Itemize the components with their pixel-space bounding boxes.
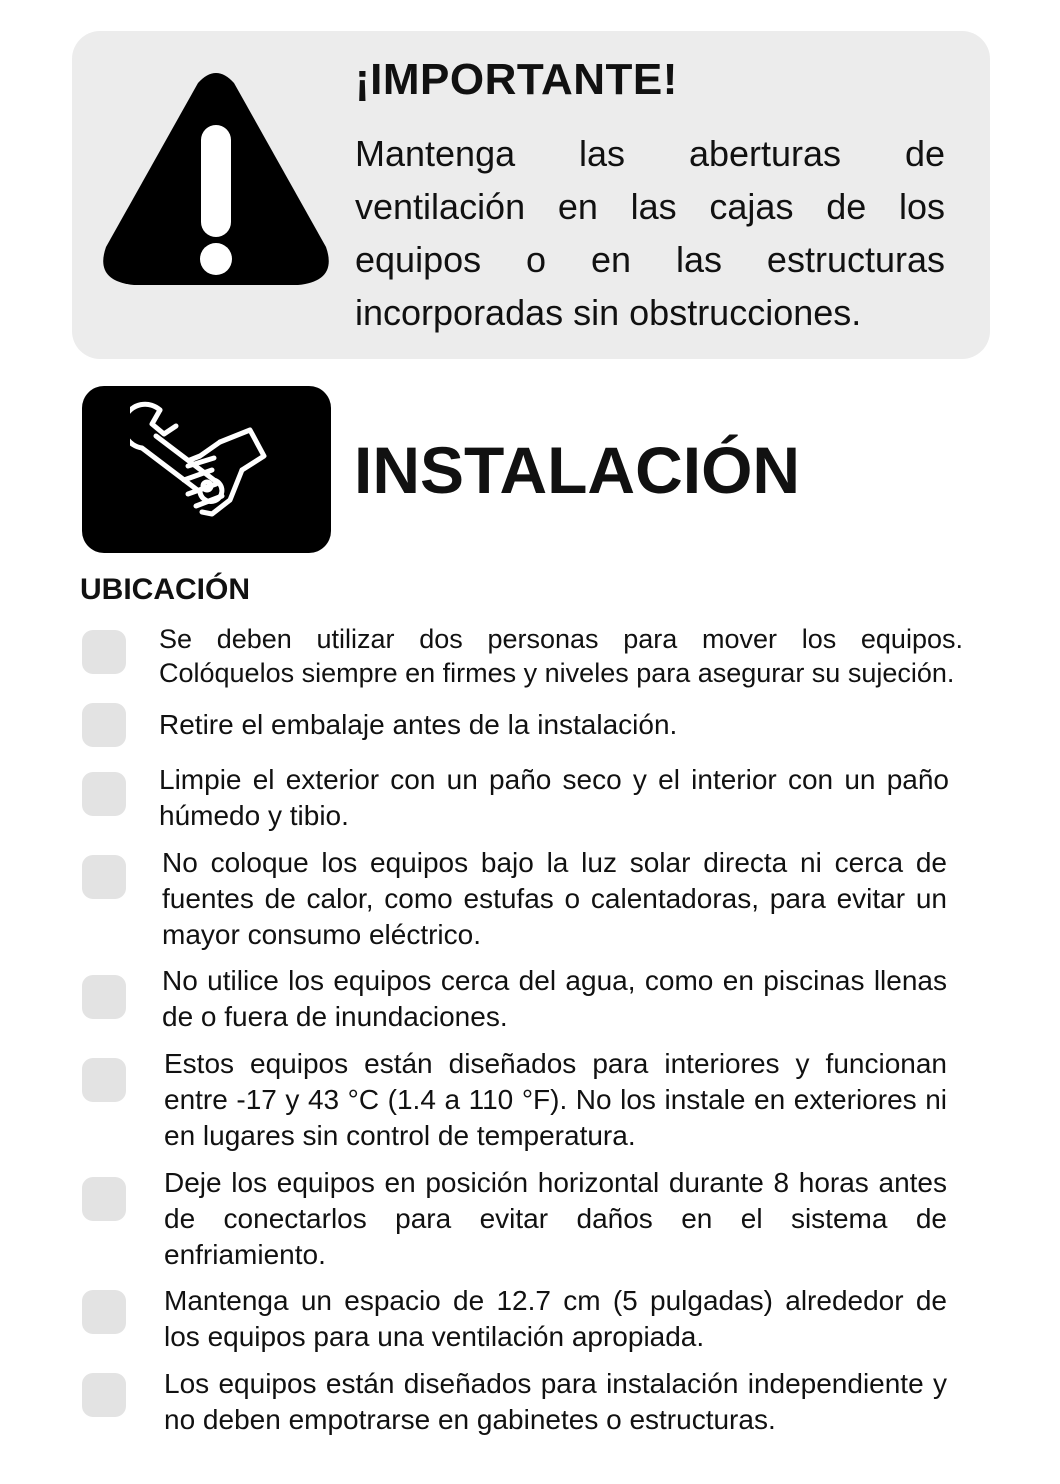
location-heading: UBICACIÓN (80, 573, 250, 606)
checkbox[interactable] (82, 772, 126, 816)
warning-triangle-icon (98, 69, 334, 291)
list-item-text: Los equipos están diseñados para instalación independiente y no deben empotrarse en gabinetes o estructuras. (164, 1368, 947, 1435)
list-item-text: Estos equipos están diseñados para interiores y funcionan entre -17 y 43 °C (1.4 a 110 °F). No los instale en exteriores ni en lugares sin control de temperatura. (164, 1048, 947, 1151)
warning-title: ¡IMPORTANTE! (355, 55, 678, 104)
checkbox[interactable] (82, 1058, 126, 1102)
list-item-text: Mantenga un espacio de 12.7 cm (5 pulgadas) alrededor de los equipos para una ventilación apropiada. (164, 1285, 947, 1352)
checkbox[interactable] (82, 1373, 126, 1417)
warning-box (72, 31, 990, 359)
checkbox[interactable] (82, 975, 126, 1019)
checkbox[interactable] (82, 630, 126, 674)
wrench-hand-icon (130, 400, 280, 540)
list-item-text: Limpie el exterior con un paño seco y el interior con un paño húmedo y tibio. (159, 764, 949, 831)
list-item-text: No coloque los equipos bajo la luz solar directa ni cerca de fuentes de calor, como estufas o calentadoras, para evitar un mayor consumo eléctrico. (162, 847, 947, 950)
warning-text: Mantenga las aberturas de ventilación en las cajas de los equipos o en las estructuras incorporadas sin obstrucciones. (355, 133, 945, 333)
checkbox[interactable] (82, 703, 126, 747)
list-item-text: Se deben utilizar dos personas para mover los equipos. Colóquelos siempre en firmes y niveles para asegurar su sujeción. (159, 624, 963, 688)
installation-title: INSTALACIÓN (354, 433, 801, 507)
list-item-text: Retire el embalaje antes de la instalación. (159, 709, 678, 740)
checkbox[interactable] (82, 1290, 126, 1334)
list-item-text: Deje los equipos en posición horizontal durante 8 horas antes de conectarlos para evitar daños en el sistema de enfriamiento. (164, 1167, 947, 1270)
checkbox[interactable] (82, 1177, 126, 1221)
checkbox[interactable] (82, 855, 126, 899)
list-item-text: No utilice los equipos cerca del agua, como en piscinas llenas de o fuera de inundaciones. (162, 965, 947, 1032)
installation-badge (82, 386, 331, 553)
